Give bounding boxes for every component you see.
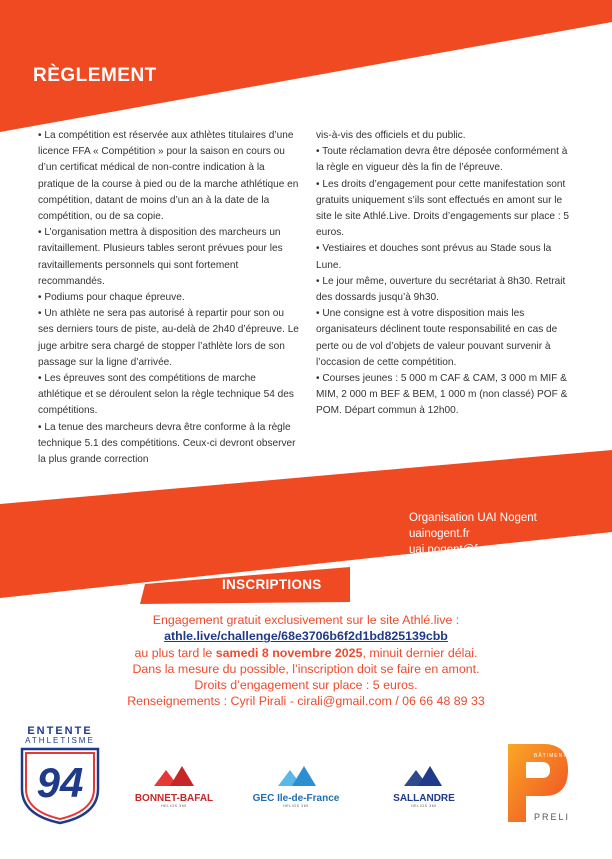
organisation-website[interactable]: uainogent.fr xyxy=(409,528,470,540)
rule-paragraph: vis-à-vis des officiels et du public. xyxy=(316,130,466,141)
rule-paragraph: • Une consigne est à votre disposition mais les organisateurs déclinent toute responsabilité en cas de perte ou de vol d’objets de valeur pouvant survenir à l’occasion de cette compétition. xyxy=(316,308,558,368)
entente-athletisme-94-logo xyxy=(14,725,106,830)
sallandre-sub: HELIOS 360 xyxy=(411,804,437,808)
preli-top-text: BÂTIMENT xyxy=(534,753,568,759)
preli-batiment-logo xyxy=(504,740,574,826)
rule-paragraph: • La tenue des marcheurs devra être conforme à la règle technique 5.1 des compétitions. Ceux-ci devront observer la plus grande correction xyxy=(38,421,296,466)
rule-paragraph: • L’organisation mettra à disposition des marcheurs un ravitaillement. Plusieurs tables seront prévues pour les ravitaillements personnels qui sont fortement recommandés. xyxy=(38,227,283,287)
bonnet-bafal-sub: HELIOS 360 xyxy=(161,804,187,808)
inscriptions-line-5: Droits d’engagement sur place : 5 euros. xyxy=(194,678,418,693)
rule-paragraph: • Vestiaires et douches sont prévus au Stade sous la Lune. xyxy=(316,243,552,271)
sallandre-logo xyxy=(382,762,466,808)
gec-ile-de-france-logo xyxy=(244,762,348,808)
inscriptions-title: INSCRIPTIONS xyxy=(222,577,322,592)
rule-paragraph: • Un athlète ne sera pas autorisé à repartir pour son ou ses derniers tours de piste, au-delà de 2h40 d’épreuve. Le juge arbitre sera chargé de stopper l’athlète lors de son passage sur la ligne d’arrivée. xyxy=(38,308,299,368)
organisation-email[interactable]: uai.nogent@free.fr xyxy=(409,544,505,556)
bonnet-bafal-name: BONNET-BAFAL xyxy=(134,793,214,804)
gec-sub: HELIOS 360 xyxy=(283,804,309,808)
inscriptions-contact: Renseignements : Cyril Pirali - cirali@gmail.com / 06 66 48 89 33 xyxy=(127,694,485,709)
inscriptions-line-4: Dans la mesure du possible, l’inscription doit se faire en amont. xyxy=(132,661,480,676)
sallandre-name: SALLANDRE xyxy=(393,793,455,804)
entente-line-2: ATHLETISME xyxy=(25,736,95,745)
rule-paragraph: • La compétition est réservée aux athlètes titulaires d’une licence FFA « Compétition » pour la saison en cours ou d’un certificat médical de non-contre indication à la pratique de la course à pied ou de la marche athlétique en compétition, datant de moins d’un an à la date de la compétition, ou de sa copie. xyxy=(38,130,299,223)
inscriptions-block xyxy=(0,612,612,710)
entente-number: 94 xyxy=(36,759,84,806)
entente-shield-icon xyxy=(14,745,106,825)
page-title: RÈGLEMENT xyxy=(33,65,157,86)
rule-paragraph: • Podiums pour chaque épreuve. xyxy=(38,292,185,304)
rule-paragraph: • Le jour même, ouverture du secrétariat à 8h30. Retrait des dossards jusqu’à 9h30. xyxy=(316,275,566,304)
preli-p-icon xyxy=(504,740,574,826)
registration-link[interactable]: athle.live/challenge/68e3706b6f2d1bd825139cbb xyxy=(164,629,448,644)
gec-roof-icon xyxy=(244,762,348,788)
entente-line-1: ENTENTE xyxy=(27,725,93,737)
rules-right-column xyxy=(316,128,572,420)
organisation-block xyxy=(409,510,537,558)
rule-paragraph: • Courses jeunes : 5 000 m CAF & CAM, 3 000 m MIF & MIM, 2 000 m BEF & BEM, 1 000 m (non classé) POF & POM. Départ commun à 12h00. xyxy=(316,373,568,417)
rule-paragraph: • Les droits d’engagement pour cette manifestation sont gratuits uniquement s’ils sont effectués en amont sur le site le site Athlé.Live. Droits d’engagements sur place : 5 euros. xyxy=(316,178,570,239)
bonnet-bafal-logo xyxy=(128,762,220,808)
sallandre-roof-icon xyxy=(382,762,466,788)
rules-left-column xyxy=(38,128,300,468)
inscriptions-line-1: Engagement gratuit exclusivement sur le site Athlé.live : xyxy=(152,613,460,627)
rule-paragraph: • Les épreuves sont des compétitions de marche athlétique et se déroulent selon la règle technique 54 des compétitions. xyxy=(38,373,294,417)
inscriptions-deadline: au plus tard le samedi 8 novembre 2025, minuit dernier délai. xyxy=(134,645,478,660)
gec-name: GEC Ile-de-France xyxy=(252,793,340,804)
rule-paragraph: • Toute réclamation devra être déposée conformément à la règle en vigueur dès la fin de l’épreuve. xyxy=(316,146,568,174)
preli-name: PRELI xyxy=(534,812,571,822)
bonnet-roof-icon xyxy=(128,762,220,788)
deadline-date: samedi 8 novembre 2025 xyxy=(215,645,363,660)
organisation-name: Organisation UAI Nogent xyxy=(409,512,537,524)
